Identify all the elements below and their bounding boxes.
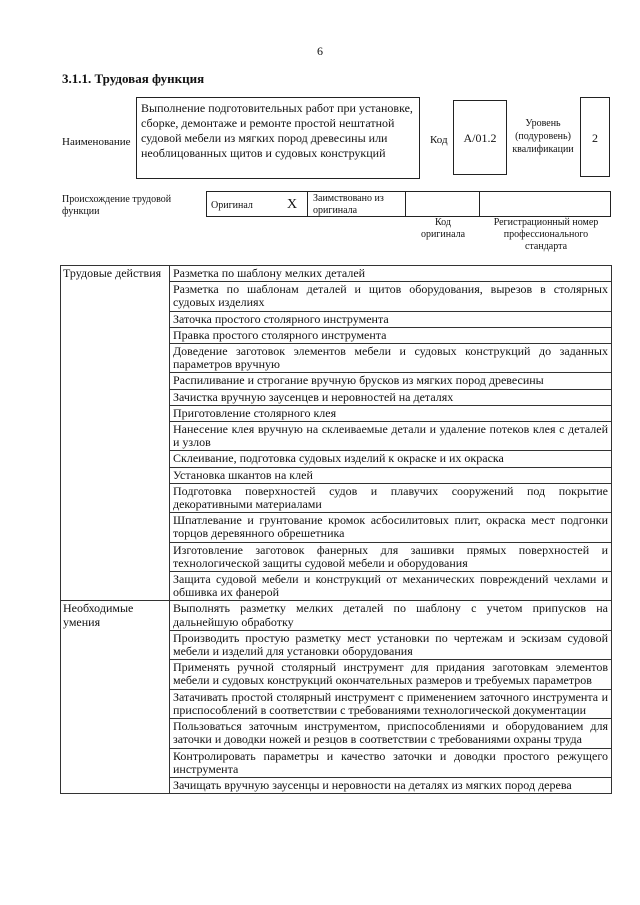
table-item: Подготовка поверхностей судов и плавучих сооружений под покрытие декоративными материалами [170,483,612,512]
section-label-cell [61,689,170,718]
page-number: 6 [317,44,323,58]
section-label-cell [61,660,170,689]
section-label-cell [61,422,170,451]
section-title: 3.1.1. Трудовая функция [62,71,205,86]
table-item: Правка простого столярного инструмента [170,327,612,343]
table-row [61,422,612,451]
table-item: Выполнять разметку мелких деталей по шаблону с учетом припусков на дальнейшую обработку [170,601,612,630]
section-label-cell [61,311,170,327]
section-label-cell [61,719,170,748]
table-row [61,344,612,373]
section-label-cell [61,748,170,777]
table-item: Склеивание, подготовка судовых изделий к окраске и их окраска [170,451,612,467]
original-mark: X [287,197,298,212]
table-row [61,719,612,748]
table-item: Установка шкантов на клей [170,467,612,483]
function-name-box [136,97,420,179]
table-row [61,483,612,512]
name-label: Наименование [62,136,131,148]
code-label: Код [430,134,448,146]
table-row [61,689,612,718]
table-row [61,327,612,343]
table-row [61,777,612,793]
table-row [61,748,612,777]
section-label-cell [61,389,170,405]
section-label-cell [61,373,170,389]
table-row [61,373,612,389]
section-label-cell [61,344,170,373]
table-row [61,630,612,659]
table-row [61,542,612,571]
table-item: Разметка по шаблонам деталей и щитов оборудования, вырезов в столярных судовых изделиях [170,282,612,311]
table-item: Применять ручной столярный инструмент для придания заготовкам элементов мебели и судовых конструкций окончательных размеров и требуемых параметров [170,660,612,689]
table-item: Нанесение клея вручную на склеиваемые детали и удаление потеков клея с деталей и узлов [170,422,612,451]
code-original-caption: Код оригинала [420,217,466,240]
table-row [61,311,612,327]
function-name-value: Выполнение подготовительных работ при установке, сборке, демонтаже и ремонте простой нештатной судовой мебели из мягких пород древесины или необлицованных щитов и судовых конструкций [141,101,413,160]
table-item: Зачищать вручную заусенцы и неровности на деталях из мягких пород дерева [170,777,612,793]
table-item: Контролировать параметры и качество заточки и доводки простого режущего инструмента [170,748,612,777]
table-row [61,572,612,601]
table-item: Шпатлевание и грунтование кромок асбосилитовых плит, окраска мест подгонки торцов деревянного обрешетника [170,513,612,542]
origin-label: Происхождение трудовой функции [62,194,172,217]
level-box [580,97,610,177]
section-label-cell [61,572,170,601]
section-label-cell [61,451,170,467]
level-label: Уровень (подуровень) квалификации [512,118,574,155]
table-item: Заточка простого столярного инструмента [170,311,612,327]
borrowed-label: Заимствовано из оригинала [313,193,384,216]
table-item: Пользоваться заточным инструментом, приспособлениями и оборудованием для заточки и доводки ножей и резцов в соответствии с требованиями охраны труда [170,719,612,748]
code-box [453,100,507,175]
section-label: Необходимые умения [61,601,170,630]
table-item: Производить простую разметку мест установки по чертежам и эскизам судовой мебели и изделий для установки оборудования [170,630,612,659]
section-label-cell [61,542,170,571]
section-label-cell [61,405,170,421]
section-label-cell [61,777,170,793]
table-row [61,451,612,467]
table-item: Доведение заготовок элементов мебели и судовых конструкций до заданных параметров вручную [170,344,612,373]
table-item: Распиливание и строгание вручную брусков из мягких пород древесины [170,373,612,389]
requirements-table [60,265,612,794]
table-row [61,389,612,405]
section-label-cell [61,282,170,311]
level-value: 2 [592,131,598,145]
table-row [61,266,612,282]
table-row [61,660,612,689]
section-label-cell [61,327,170,343]
section-label-cell [61,483,170,512]
table-item: Приготовление столярного клея [170,405,612,421]
section-label-cell [61,467,170,483]
section-label: Трудовые действия [61,266,170,282]
table-row [61,601,612,630]
origin-row [206,191,611,217]
section-label-cell [61,630,170,659]
table-item: Изготовление заготовок фанерных для зашивки прямых поверхностей и технологической защиты судовой мебели и оборудования [170,542,612,571]
code-value: A/01.2 [463,131,497,145]
original-label: Оригинал [211,200,253,211]
table-item: Зачистка вручную заусенцев и неровностей на деталях [170,389,612,405]
table-row [61,513,612,542]
table-row [61,282,612,311]
section-label-cell [61,513,170,542]
table-row [61,467,612,483]
reg-number-caption: Регистрационный номер профессионального стандарта [493,217,599,252]
table-item: Защита судовой мебели и конструкций от механических повреждений чехлами и обшивка их фанерой [170,572,612,601]
table-item: Затачивать простой столярный инструмент с применением заточного инструмента и приспособлений в соответствии с требованиями технологической документации [170,689,612,718]
table-item: Разметка по шаблону мелких деталей [170,266,612,282]
table-row [61,405,612,421]
